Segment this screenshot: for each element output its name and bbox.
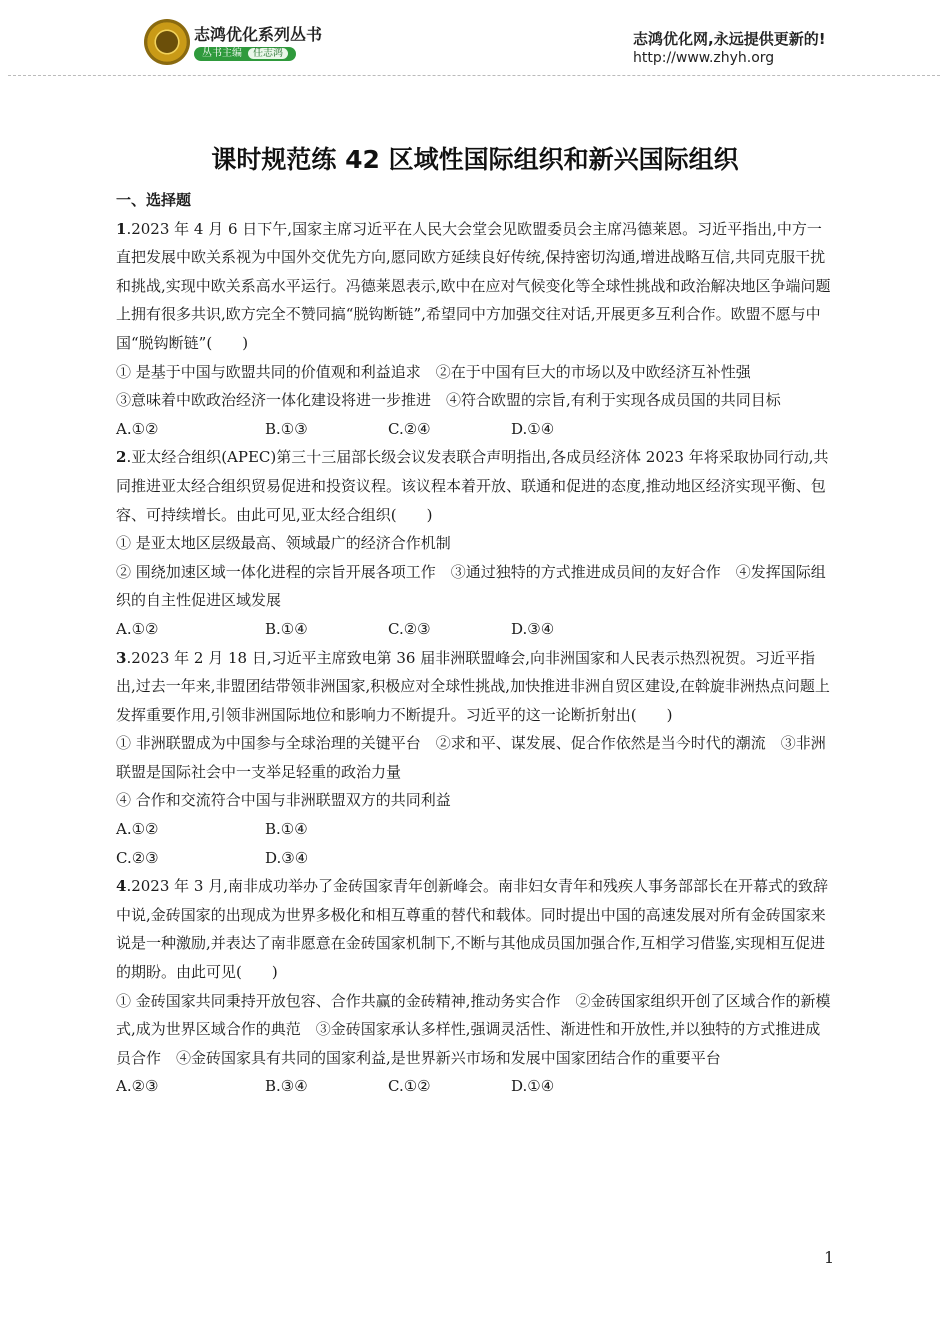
site-slogan: 志鸿优化网,永远提供更新的!	[633, 30, 826, 48]
option-a: A.①②	[116, 820, 159, 839]
section-heading: 一、选择题	[116, 191, 192, 209]
question-1-options	[116, 415, 834, 444]
series-logo-icon	[144, 19, 190, 65]
option-b: B.①④	[265, 820, 308, 839]
page-title: 课时规范练 42 区域性国际组织和新兴国际组织	[211, 145, 739, 174]
option-a: A.②③	[116, 1077, 159, 1096]
option-d: D.①④	[511, 1077, 555, 1096]
header-divider	[8, 75, 940, 76]
site-url[interactable]: http://www.zhyh.org	[633, 50, 775, 66]
document-body	[116, 186, 834, 1101]
question-2-options	[116, 615, 834, 644]
editor-name: 任志鸿	[248, 48, 288, 59]
option-c: C.②③	[388, 619, 431, 638]
question-number: 4	[116, 877, 127, 896]
page-header	[0, 0, 950, 85]
question-4-statement: ① 金砖国家共同秉持开放包容、合作共赢的金砖精神,推动务实合作 ②金砖国家组织开创了区域合作的新模式,成为世界区域合作的典范 ③金砖国家承认多样性,强调灵活性、渐进性和开放性,并以独特的方式推进成员合作 ④金砖国家具有共同的国家利益,是世界新兴市场和发展中国家团结合作的重要平台	[116, 991, 831, 1067]
question-1-stem: 1.2023 年 4 月 6 日下午,国家主席习近平在人民大会堂会见欧盟委员会主席冯德莱恩。习近平指出,中方一直把发展中欧关系视为中国外交优先方向,愿同欧方延续良好传统,保持密切沟通,增进战略互信,共同克服干扰和挑战,实现中欧关系高水平运行。冯德莱恩表示,欧中在应对气候变化等全球性挑战和政治解决地区争端问题上拥有很多共识,欧方完全不赞同搞“脱钩断链”,希望同中方加强交往对话,开展更多互利合作。欧盟不愿与中国“脱钩断链”( )	[116, 219, 831, 352]
option-d: D.①④	[511, 419, 555, 438]
question-3-stem: 3.2023 年 2 月 18 日,习近平主席致电第 36 届非洲联盟峰会,向非洲国家和人民表示热烈祝贺。习近平指出,过去一年来,非盟团结带领非洲国家,积极应对全球性挑战,加快推进非洲自贸区建设,在斡旋非洲热点问题上发挥重要作用,引领非洲国际地位和影响力不断提升。习近平的这一论断折射出( )	[116, 648, 830, 724]
question-2-statement: ② 围绕加速区域一体化进程的宗旨开展各项工作 ③通过独特的方式推进成员间的友好合作 ④发挥国际组织的自主性促进区域发展	[116, 562, 826, 610]
page-number: 1	[824, 1248, 835, 1267]
option-d: D.③④	[511, 619, 555, 638]
option-c: C.①②	[388, 1077, 431, 1096]
editor-label: 丛书主编	[202, 48, 242, 59]
question-2-stem: 2.亚太经合组织(APEC)第三十三届部长级会议发表联合声明指出,各成员经济体 2023 年将采取协同行动,共同推进亚太经合组织贸易促进和投资议程。该议程本着开放、联通和促进的态度,推动地区经济实现平衡、包容、可持续增长。由此可见,亚太经合组织( )	[116, 448, 829, 524]
question-number: 2	[116, 448, 127, 467]
editor-badge	[194, 47, 296, 61]
series-title: 志鸿优化系列丛书	[194, 25, 323, 44]
question-3-options-row-2	[116, 844, 834, 873]
question-number: 1	[116, 219, 127, 238]
option-c: C.②③	[116, 848, 159, 867]
option-c: C.②④	[388, 419, 431, 438]
question-number: 3	[116, 648, 127, 667]
option-b: B.①③	[265, 419, 308, 438]
question-3-statement: ① 非洲联盟成为中国参与全球治理的关键平台 ②求和平、谋发展、促合作依然是当今时代的潮流 ③非洲联盟是国际社会中一支举足轻重的政治力量	[116, 734, 826, 781]
question-4-options	[116, 1072, 834, 1101]
question-3-statement: ④ 合作和交流符合中国与非洲联盟双方的共同利益	[116, 791, 451, 810]
option-d: D.③④	[265, 848, 309, 867]
question-3-options-row-1	[116, 815, 834, 844]
question-1-statement: ① 是基于中国与欧盟共同的价值观和利益追求 ②在于中国有巨大的市场以及中欧经济互补性强	[116, 362, 751, 381]
question-4-stem: 4.2023 年 3 月,南非成功举办了金砖国家青年创新峰会。南非妇女青年和残疾人事务部部长在开幕式的致辞中说,金砖国家的出现成为世界多极化和相互尊重的替代和载体。同时提出中国的高速发展对所有金砖国家来说是一种激励,并表达了南非愿意在金砖国家机制下,不断与其他成员国加强合作,互相学习借鉴,实现相互促进的期盼。由此可见( )	[116, 877, 828, 982]
option-a: A.①②	[116, 619, 159, 638]
option-b: B.①④	[265, 619, 308, 638]
option-b: B.③④	[265, 1077, 308, 1096]
option-a: A.①②	[116, 419, 159, 438]
question-1-statement: ③意味着中欧政治经济一体化建设将进一步推进 ④符合欧盟的宗旨,有利于实现各成员国的共同目标	[116, 391, 781, 410]
question-2-statement: ① 是亚太地区层级最高、领域最广的经济合作机制	[116, 534, 451, 553]
